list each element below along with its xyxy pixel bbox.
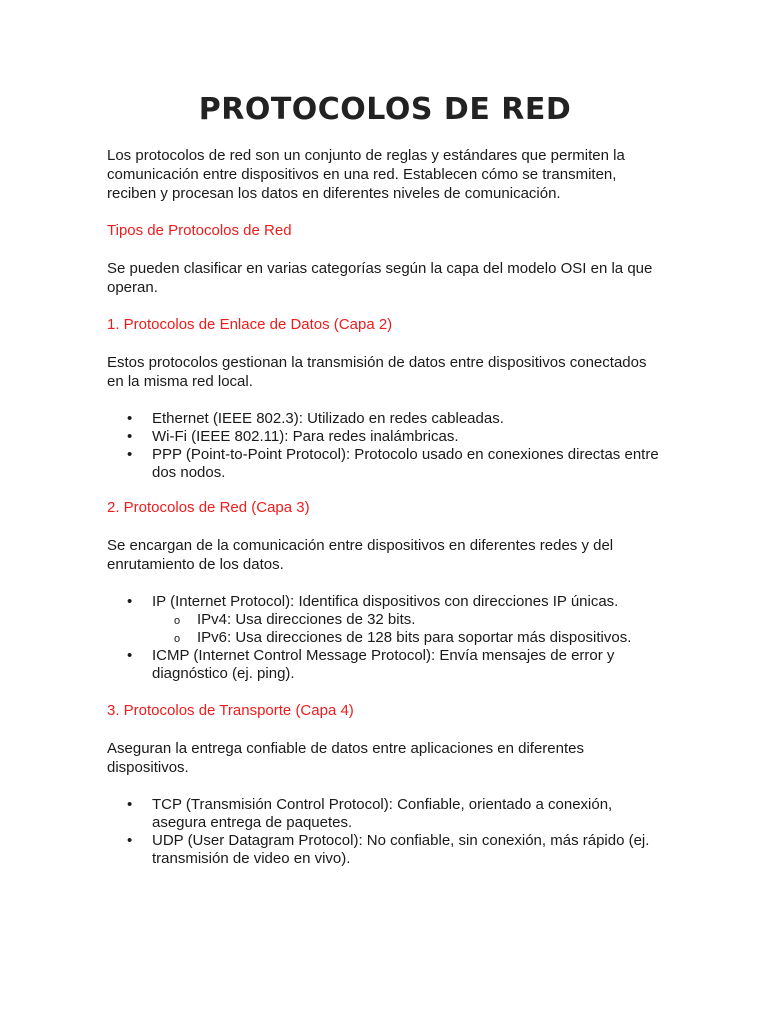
bullet-icon: • — [127, 832, 133, 849]
section-3-list — [107, 796, 667, 868]
page-title: PROTOCOLOS DE RED — [198, 92, 572, 127]
list-item-text: UDP (User Datagram Protocol): No confiable, sin conexión, más rápido (ej. transmisión de video en vivo). — [152, 832, 650, 867]
list-item-text: ICMP (Internet Control Message Protocol): Envía mensajes de error y diagnóstico (ej. ping). — [152, 647, 615, 682]
section-1-paragraph: Estos protocolos gestionan la transmisión de datos entre dispositivos conectados en la misma red local. — [107, 354, 647, 390]
bullet-icon: • — [127, 647, 133, 664]
sub-list-item-text: IPv6: Usa direcciones de 128 bits para soportar más dispositivos. — [197, 629, 632, 646]
types-paragraph: Se pueden clasificar en varias categorías según la capa del modelo OSI en la que operan. — [107, 260, 653, 296]
sub-list-item-text: IPv4: Usa direcciones de 32 bits. — [197, 611, 416, 628]
list-item — [107, 647, 667, 683]
bullet-icon: • — [127, 446, 133, 463]
list-item — [107, 796, 667, 832]
bullet-icon: • — [127, 428, 133, 445]
section-2-paragraph: Se encargan de la comunicación entre dispositivos en diferentes redes y del enrutamiento de los datos. — [107, 537, 614, 573]
circle-bullet-icon: o — [174, 633, 181, 645]
bullet-icon: • — [127, 593, 133, 610]
list-item — [107, 593, 667, 647]
section-1-heading: 1. Protocolos de Enlace de Datos (Capa 2) — [107, 316, 393, 333]
types-heading: Tipos de Protocolos de Red — [107, 222, 292, 239]
list-item — [107, 410, 667, 428]
sub-list — [152, 611, 667, 647]
bullet-icon: • — [127, 796, 133, 813]
sub-list-item — [152, 611, 667, 629]
list-item — [107, 428, 667, 446]
sub-list-item — [152, 629, 667, 647]
list-item — [107, 446, 667, 482]
list-item-text: Wi-Fi (IEEE 802.11): Para redes inalámbricas. — [152, 428, 459, 445]
list-item-text: Ethernet (IEEE 802.3): Utilizado en redes cableadas. — [152, 410, 504, 427]
section-3-heading: 3. Protocolos de Transporte (Capa 4) — [107, 702, 354, 719]
list-item — [107, 832, 667, 868]
list-item-text: PPP (Point-to-Point Protocol): Protocolo usado en conexiones directas entre dos nodos. — [152, 446, 659, 481]
intro-paragraph: Los protocolos de red son un conjunto de reglas y estándares que permiten la comunicación entre dispositivos en una red. Establecen cómo se transmiten, reciben y procesan los datos en diferentes niveles de comunicación. — [107, 147, 625, 202]
section-2-heading: 2. Protocolos de Red (Capa 3) — [107, 499, 310, 516]
section-2-list — [107, 593, 667, 683]
list-item-text: IP (Internet Protocol): Identifica dispositivos con direcciones IP únicas. — [152, 593, 619, 610]
section-3-paragraph: Aseguran la entrega confiable de datos entre aplicaciones en diferentes dispositivos. — [107, 740, 584, 776]
circle-bullet-icon: o — [174, 615, 181, 627]
bullet-icon: • — [127, 410, 133, 427]
list-item-text: TCP (Transmisión Control Protocol): Confiable, orientado a conexión, asegura entrega de paquetes. — [152, 796, 613, 831]
section-1-list — [107, 410, 667, 482]
